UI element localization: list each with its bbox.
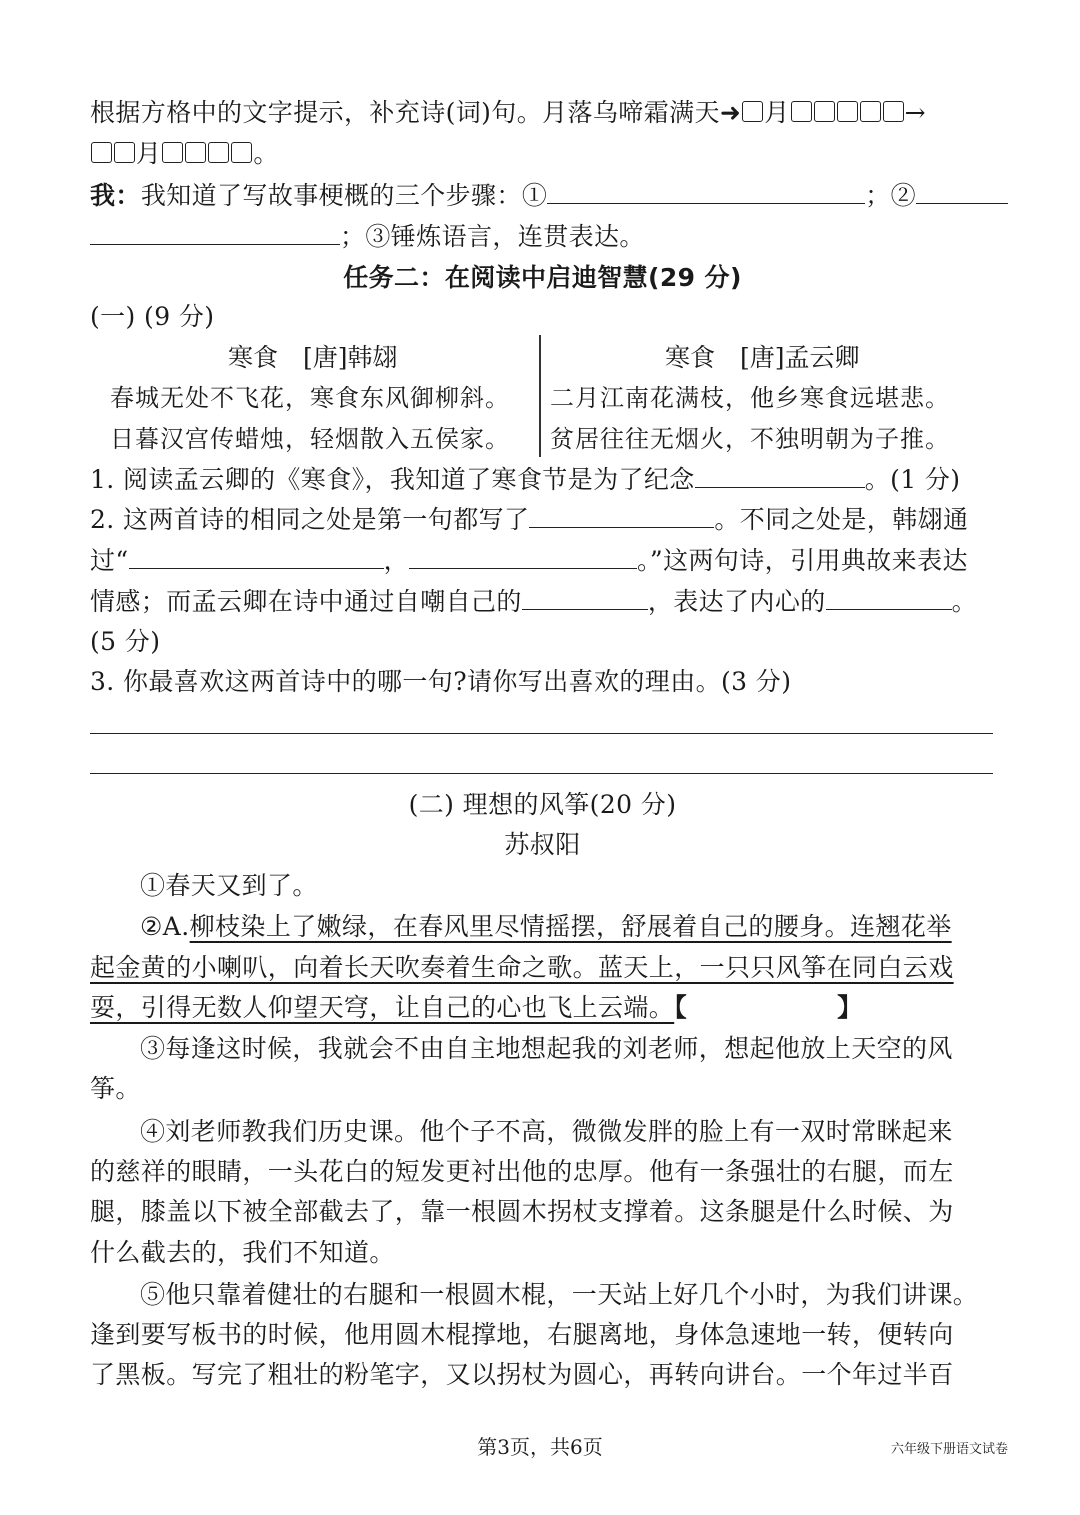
question-2-text-e: 。”这两句诗，引用典故来表达 [637, 546, 968, 575]
paragraph-2-label: ②A. [140, 912, 190, 941]
period: 。 [253, 139, 279, 168]
underlined-sentence: 耍，引得无数人仰望天穹，让自己的心也飞上云端。 [90, 993, 675, 1022]
question-2-text-b: 。不同之处是，韩翃通 [714, 505, 969, 534]
bracket-close: 】 [837, 993, 863, 1022]
question-2-blank-3[interactable] [409, 542, 637, 569]
question-2-text-c: 过“ [90, 546, 129, 575]
arrow-icon: → [904, 98, 927, 127]
paragraph-4-line-3: 腿，膝盖以下被全部截去了，靠一根圆木拐杖支撑着。这条腿是什么时候、为 [90, 1197, 954, 1226]
poem-right-line-2: 贫居往往无烟火，不独明朝为子推。 [550, 425, 950, 453]
step-separator: ；② [865, 181, 917, 210]
question-2-text-g: ，表达了内心的 [647, 587, 826, 616]
question-2-blank-1[interactable] [529, 501, 714, 528]
question-2-text-a: 2. 这两首诗的相同之处是第一句都写了 [90, 505, 530, 534]
poem-fill-line-2 [90, 134, 995, 174]
paragraph-2-line-3 [90, 988, 995, 1028]
answer-box[interactable] [91, 142, 112, 163]
section1-heading: (一) (9 分) [90, 302, 215, 331]
answer-box[interactable] [185, 142, 206, 163]
poem-divider [539, 335, 541, 457]
month-char: 月 [136, 139, 162, 168]
underlined-sentence: 柳枝染上了嫩绿，在春风里尽情摇摆，舒展着自己的腰身。连翘花举 [189, 912, 952, 941]
answer-line-1[interactable] [90, 733, 993, 734]
bracket-open: 【 [674, 993, 688, 1022]
question-1 [90, 460, 995, 500]
question-2-period: 。 [951, 587, 978, 616]
paragraph-1: ①春天又到了。 [140, 871, 318, 900]
poem-fill-line-1 [90, 93, 995, 133]
paragraph-2-line-2 [90, 948, 995, 988]
paragraph-5-line-2: 逢到要写板书的时候，他用圆木棍撑地，右腿离地，身体急速地一转，便转向 [90, 1320, 954, 1349]
answer-box[interactable] [883, 101, 904, 122]
question-2-score: (5 分) [90, 627, 161, 656]
story-steps-line-1 [90, 176, 995, 216]
paragraph-5-line-3: 了黑板。写完了粗壮的粉笔字，又以拐杖为圆心，再转向讲台。一个年过半百 [90, 1360, 954, 1389]
poem-left-line-1: 春城无处不飞花，寒食东风御柳斜。 [110, 384, 510, 412]
answer-box[interactable] [860, 101, 881, 122]
question-2-line-3 [90, 582, 995, 622]
answer-box[interactable] [208, 142, 229, 163]
underlined-sentence: 起金黄的小喇叭，向着长天吹奏着生命之歌。蓝天上，一只只风筝在同白云戏 [90, 953, 954, 982]
month-char: 月 [764, 98, 790, 127]
question-2-line-2 [90, 541, 995, 581]
paragraph-3-line-1: ③每逢这时候，我就会不由自主地想起我的刘老师，想起他放上天空的风 [140, 1034, 953, 1063]
poem-right-line-1: 二月江南花满枝，他乡寒食远堪悲。 [550, 384, 950, 412]
me-label: 我： [90, 181, 141, 210]
paragraph-5-line-1: ⑤他只靠着健壮的右腿和一根圆木棍，一天站上好几个小时，为我们讲课。 [140, 1280, 979, 1309]
answer-box[interactable] [162, 142, 183, 163]
paragraph-4-line-2: 的慈祥的眼睛，一头花白的短发更衬出他的忠厚。他有一条强壮的右腿，而左 [90, 1157, 954, 1186]
question-1-blank[interactable] [695, 461, 865, 488]
exam-name: 六年级下册语文试卷 [890, 1442, 1008, 1457]
step2-blank-end[interactable] [90, 218, 340, 245]
story-steps-text: 我知道了写故事梗概的三个步骤：① [140, 181, 548, 210]
question-2-line-1 [90, 500, 995, 540]
poem-fill-prompt: 根据方格中的文字提示，补充诗(词)句。月落乌啼霜满天➜ [90, 98, 742, 127]
paragraph-4-line-1: ④刘老师教我们历史课。他个子不高，微微发胖的脸上有一双时常眯起来 [140, 1117, 953, 1146]
question-2-blank-4[interactable] [522, 583, 648, 610]
question-1-score: 。(1 分) [864, 465, 961, 494]
poem-left-line-2: 日暮汉宫传蜡烛，轻烟散入五侯家。 [110, 425, 510, 453]
question-3: 3. 你最喜欢这两首诗中的哪一句?请你写出喜欢的理由。(3 分) [90, 667, 792, 696]
question-2-blank-5[interactable] [826, 583, 952, 610]
story-steps-line-2 [90, 217, 995, 257]
paragraph-2-line-1 [90, 907, 1045, 947]
answer-line-2[interactable] [90, 773, 993, 774]
paragraph-3-line-2: 筝。 [90, 1074, 141, 1103]
task2-title: 任务二：在阅读中启迪智慧(29 分) [343, 263, 742, 292]
page-number: 第3页，共6页 [477, 1435, 603, 1459]
question-2-blank-2[interactable] [129, 542, 384, 569]
answer-box[interactable] [837, 101, 858, 122]
question-2-comma: ， [383, 546, 409, 575]
question-2-text-f: 情感；而孟云卿在诗中通过自嘲自己的 [90, 587, 522, 616]
section2-title: (二) 理想的风筝(20 分) [408, 790, 677, 819]
poem-right-title: 寒食 [唐]孟云卿 [665, 343, 860, 372]
step3-text: ；③锤炼语言，连贯表达。 [340, 222, 645, 251]
answer-box[interactable] [114, 142, 135, 163]
step1-blank[interactable] [547, 177, 865, 204]
section2-author: 苏叔阳 [504, 830, 581, 859]
step2-blank-start[interactable] [916, 177, 1008, 204]
answer-box[interactable] [742, 101, 763, 122]
paragraph-4-line-4: 什么截去的，我们不知道。 [90, 1238, 395, 1267]
question-1-text: 1. 阅读孟云卿的《寒食》，我知道了寒食节是为了纪念 [90, 465, 695, 494]
answer-box[interactable] [231, 142, 252, 163]
poem-left-title: 寒食 [唐]韩翃 [228, 343, 398, 372]
answer-box[interactable] [791, 101, 812, 122]
answer-box[interactable] [814, 101, 835, 122]
